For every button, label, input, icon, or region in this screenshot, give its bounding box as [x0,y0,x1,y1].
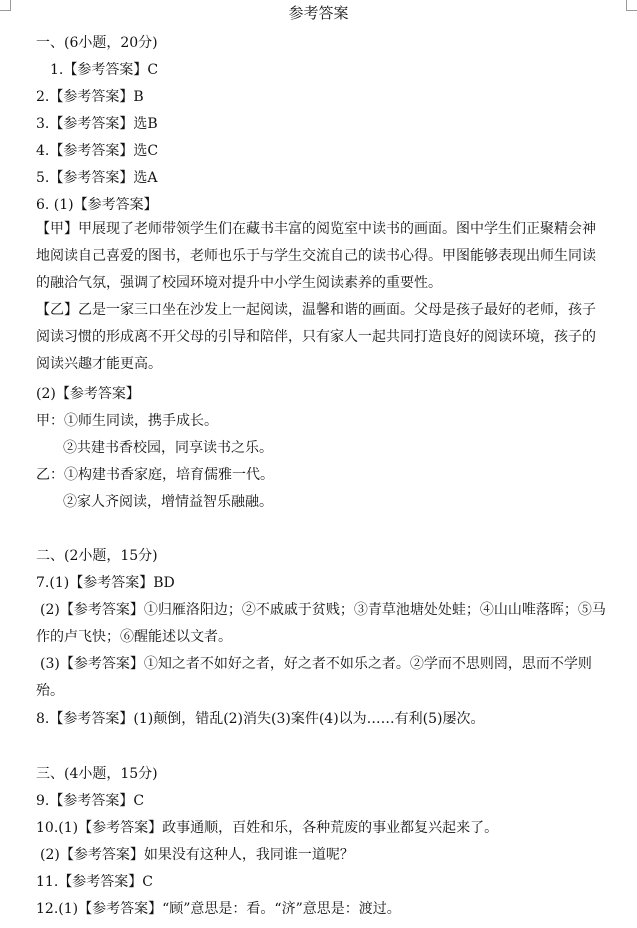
answer-q4: 4.【参考答案】选C [36,143,159,159]
answer-jia-slogan-1: 甲：①师生同读，携手成长。 [36,413,218,429]
page-title: 参考答案 [288,4,349,22]
answer-q1: 1.【参考答案】C [50,62,159,78]
section-3-header: 三、(4小题，15分) [36,766,158,782]
answer-yi-slogan-1: 乙：①构建书香家庭，培育儒雅一代。 [36,467,274,483]
answer-q10-part1: 10.(1)【参考答案】政事通顺，百姓和乐，各种荒废的事业都复兴起来了。 [36,820,499,836]
section-1-header: 一、(6小题，20分) [36,35,158,51]
answer-q9: 9.【参考答案】C [36,793,145,809]
answer-q6-yi-paragraph: 【乙】乙是一家三口坐在沙发上一起阅读，温馨和谐的画面。父母是孩子最好的老师，孩子阅读习惯的形成离不开父母的引导和陪伴，只有家人一起共同打造良好的阅读环境，孩子的阅读兴趣才能更高。 [36,302,596,372]
answer-q6-jia-paragraph: 【甲】甲展现了老师带领学生们在藏书丰富的阅览室中读书的画面。图中学生们正聚精会神地阅读自己喜爱的图书，老师也乐于与学生交流自己的读书心得。甲图能够表现出师生同读的融洽气氛，强调了校园环境对提升中小学生阅读素养的重要性。 [36,221,596,291]
answer-yi-slogan-2: ②家人齐阅读，增情益智乐融融。 [63,494,273,510]
answer-q7-part1: 7.(1)【参考答案】BD [36,575,175,591]
answer-q8: 8.【参考答案】(1)颠倒，错乱(2)消失(3)案件(4)以为……有利(5)屡次。 [36,711,485,727]
answer-q11: 11.【参考答案】C [36,874,153,890]
answer-q6-part2: (2)【参考答案】 [36,386,140,402]
answer-q5: 5.【参考答案】选A [36,170,158,186]
answer-q2: 2.【参考答案】B [36,89,144,105]
answer-q7-part2: (2)【参考答案】①归雁洛阳边；②不戚戚于贫贱；③青草池塘处处蛙；④山山唯落晖；⑤马作的卢飞快；⑥醒能述以文者。 [36,602,606,645]
answer-q12-part1: 12.(1)【参考答案】“顾”意思是：看。“济”意思是：渡过。 [36,901,401,917]
answer-q7-part3: (3)【参考答案】①知之者不如好之者，好之者不如乐之者。②学而不思则罔，思而不学则殆。 [36,656,592,699]
section-2-header: 二、(2小题，15分) [36,548,158,564]
answer-q6-part1: 6. (1)【参考答案】 [36,197,158,213]
answer-q10-part2: (2)【参考答案】如果没有这种人，我同谁一道呢？ [40,847,354,863]
answer-jia-slogan-2: ②共建书香校园，同享读书之乐。 [63,440,273,456]
answer-q3: 3.【参考答案】选B [36,116,158,132]
